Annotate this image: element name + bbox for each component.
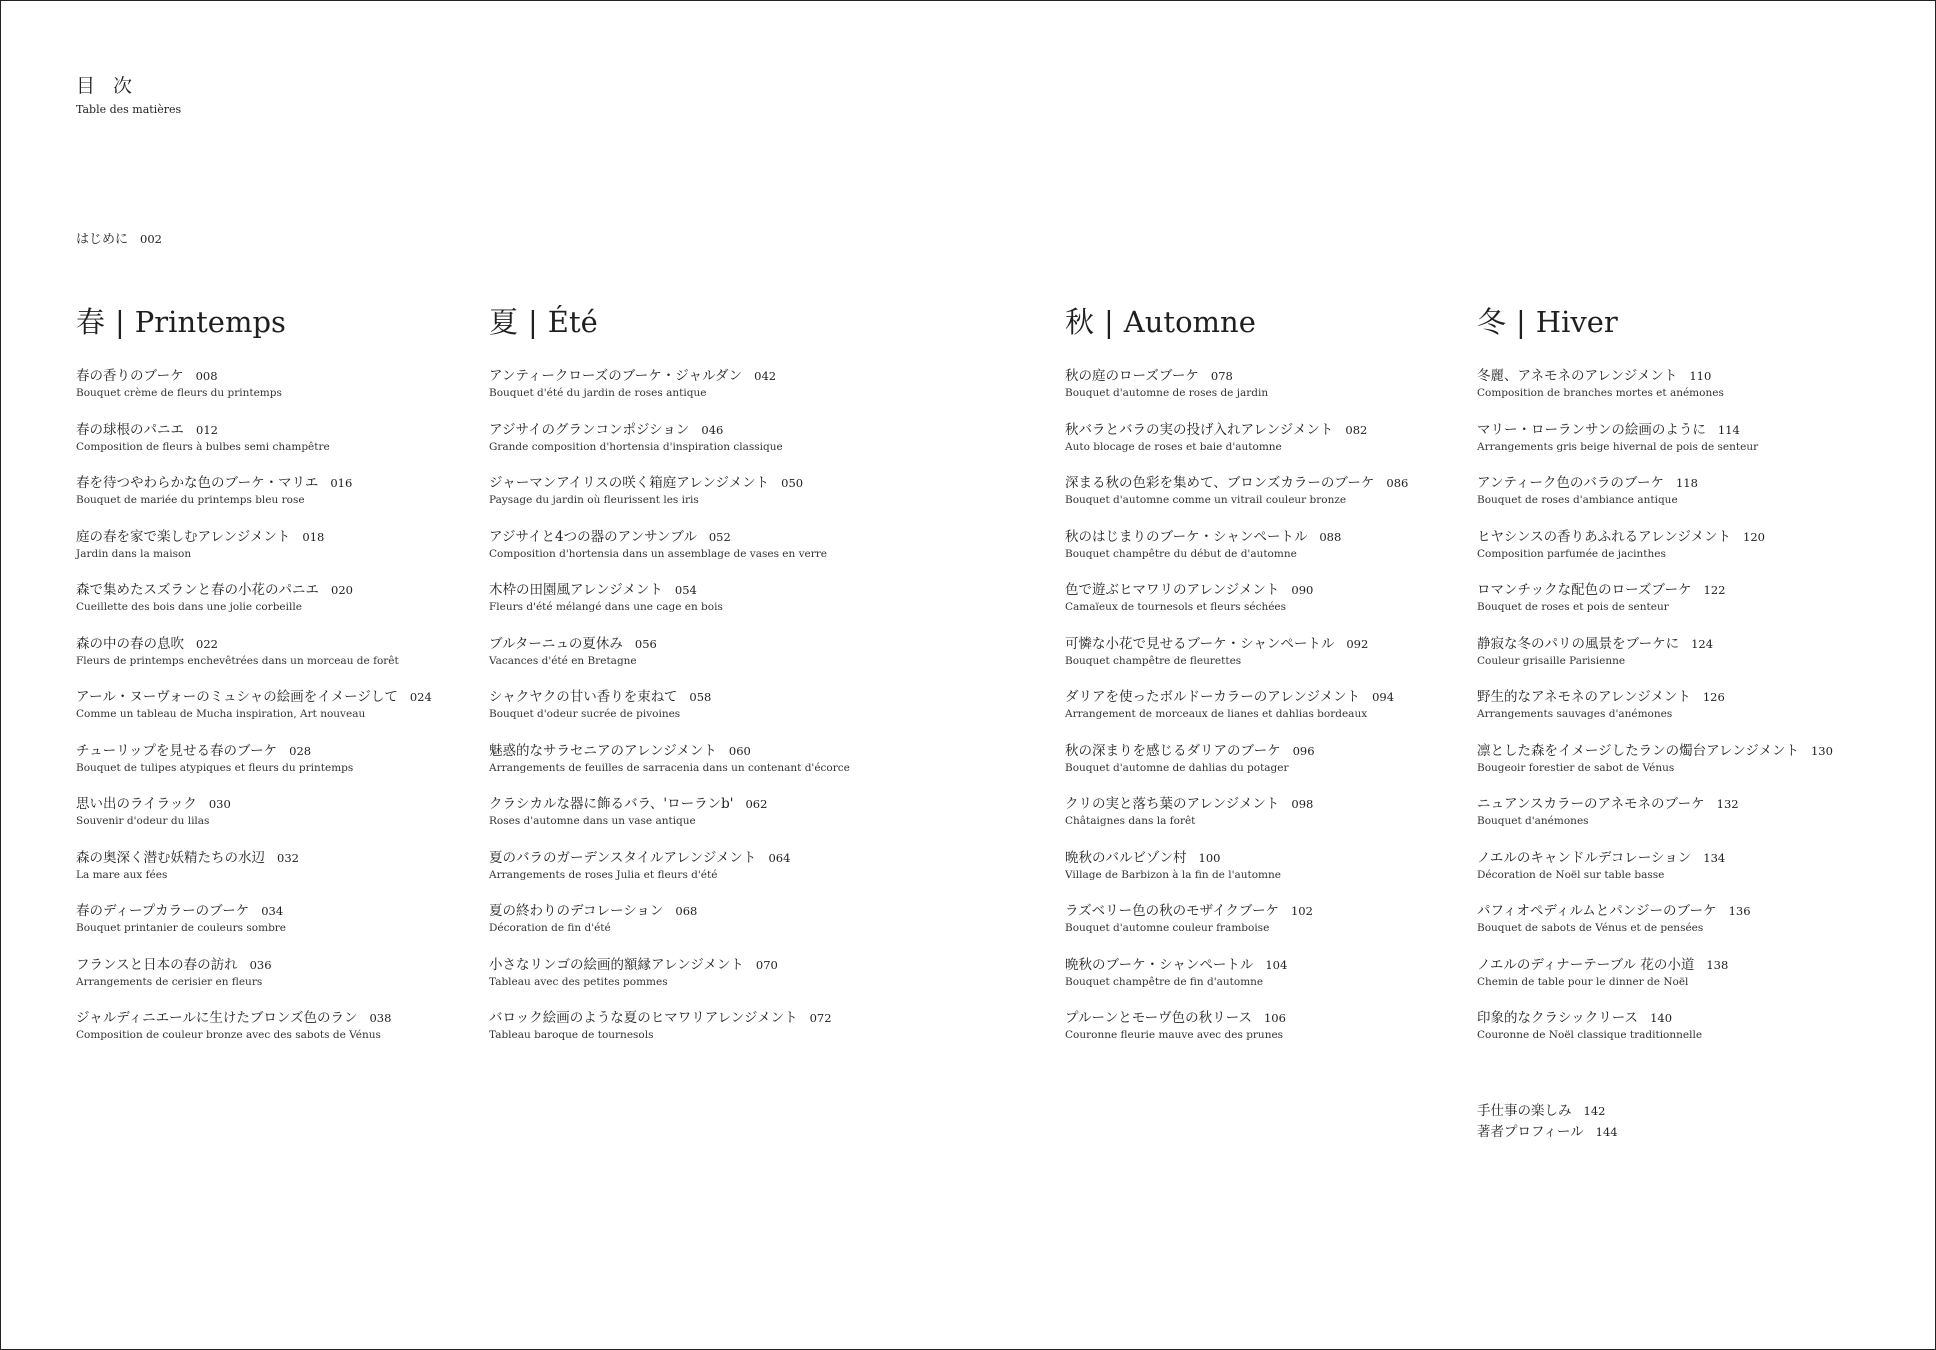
section-heading-separator: | (1104, 305, 1114, 339)
toc-entry-page-number: 020 (331, 583, 353, 597)
toc-entry[interactable] (76, 955, 516, 1009)
toc-entry[interactable] (76, 527, 516, 581)
toc-entry-page-number: 082 (1345, 422, 1368, 437)
toc-entry-title-fr: Bouquet de roses et pois de senteur (1477, 601, 1669, 613)
toc-entry[interactable] (1477, 420, 1917, 474)
toc-entry[interactable] (76, 848, 516, 902)
section-winter (1477, 300, 1917, 1062)
toc-entry-page-number: 124 (1691, 636, 1714, 651)
toc-entry-title-jp: ノエルのキャンドルデコレーション (1477, 849, 1692, 866)
toc-entry-page-number: 068 (675, 904, 698, 918)
toc-entry[interactable] (1477, 687, 1917, 741)
toc-entry-page-number: 008 (195, 369, 218, 383)
toc-entry-title-fr: Camaïeux de tournesols et fleurs séchées (1065, 601, 1287, 613)
toc-entry-title-jp: アンティークローズのブーケ・ジャルダン (489, 368, 743, 384)
toc-entry-title-line (1065, 955, 1505, 975)
section-autumn (1065, 300, 1505, 1062)
toc-entry-page-number: 096 (1292, 743, 1315, 758)
toc-entry-title-jp: 色で遊ぶヒマワリのアレンジメント (1065, 582, 1280, 598)
toc-entry-title-jp: ニュアンスカラーのアネモネのブーケ (1477, 796, 1705, 812)
toc-entry-page-number: 078 (1210, 369, 1233, 383)
toc-entry-title-jp: アジサイと4つの器のアンサンブル (489, 528, 697, 545)
toc-entry-title-line (1065, 420, 1505, 440)
toc-entry[interactable] (489, 901, 929, 955)
toc-entry[interactable] (1065, 955, 1505, 1009)
toc-entry-page-number: 022 (196, 636, 218, 651)
toc-entry-page-number: 098 (1291, 797, 1314, 811)
section-heading-jp: 秋 (1065, 305, 1095, 339)
toc-entry-page-number: 110 (1689, 369, 1712, 383)
section-summer (489, 300, 929, 1062)
toc-entry[interactable] (489, 794, 929, 848)
toc-entry-title-jp: チューリップを見せる春のブーケ (76, 742, 278, 759)
toc-entry[interactable] (489, 473, 929, 527)
toc-entry-page-number: 028 (289, 743, 312, 758)
toc-entry-title-fr: Bouquet de mariée du printemps bleu rose (76, 494, 305, 506)
toc-entry[interactable] (1477, 955, 1917, 1009)
toc-subtitle: Table des matières (76, 103, 182, 116)
toc-entry-title-line (1065, 634, 1505, 654)
toc-entry-page-number: 072 (809, 1011, 832, 1025)
extra-entry[interactable] (1477, 1101, 1618, 1122)
toc-entry-title-jp: 野生的なアネモネのアレンジメント (1477, 689, 1691, 705)
toc-entry-title-jp: 秋のはじまりのブーケ・シャンペートル (1065, 528, 1308, 545)
toc-entry-title-line (1065, 848, 1505, 868)
toc-entry[interactable] (1477, 794, 1917, 848)
toc-entry-title-fr: Châtaignes dans la forêt (1065, 815, 1196, 827)
toc-entry[interactable] (76, 794, 516, 848)
toc-entry-title-line (489, 901, 929, 921)
toc-entry-page-number: 134 (1703, 850, 1726, 865)
section-heading-jp: 春 (76, 305, 106, 339)
toc-entry[interactable] (76, 473, 516, 527)
section-heading-separator: | (1516, 305, 1526, 339)
toc-entry-title-line (76, 527, 516, 547)
toc-entry[interactable] (489, 580, 929, 634)
toc-entry-title-fr: Jardin dans la maison (76, 547, 192, 560)
toc-entry-title-jp: 小さなリンゴの絵画的額縁アレンジメント (489, 956, 744, 973)
extra-entry-label: 著者プロフィール (1477, 1124, 1584, 1140)
toc-entry-page-number: 058 (689, 690, 712, 704)
toc-entry-title-jp: 凛とした森をイメージしたランの燭台アレンジメント (1477, 742, 1799, 759)
toc-entry[interactable] (1477, 527, 1917, 581)
toc-entry-title-fr: Bouquet d'automne comme un vitrail couleur bronze (1065, 494, 1347, 506)
toc-entry-title-line (1065, 794, 1505, 814)
toc-entry-title-line (76, 420, 516, 440)
section-heading (1065, 300, 1505, 344)
toc-entry-page-number: 064 (768, 850, 791, 865)
toc-entry-title-jp: 印象的なクラシックリース (1477, 1010, 1639, 1026)
toc-entry-title-fr: La mare aux fées (76, 868, 168, 881)
toc-entry-title-line (1477, 955, 1917, 975)
toc-entry-title-line (1065, 473, 1505, 493)
toc-entry[interactable] (1477, 634, 1917, 688)
toc-entry-title-line (1065, 687, 1505, 707)
toc-entry-title-line (1065, 580, 1505, 600)
toc-entry[interactable] (1065, 527, 1505, 581)
toc-entry-title-line (489, 687, 929, 707)
toc-entry-title-fr: Fleurs de printemps enchevêtrées dans un morceau de forêt (76, 654, 399, 667)
section-heading-jp: 冬 (1477, 305, 1507, 339)
toc-entry-page-number: 046 (701, 422, 724, 437)
section-heading (489, 300, 929, 344)
toc-entry-title-line (76, 634, 516, 654)
toc-entry-title-jp: 庭の春を家で楽しむアレンジメント (76, 528, 291, 545)
toc-entry-title-jp: 春の球根のパニエ (76, 421, 184, 438)
toc-entry[interactable] (76, 580, 516, 634)
toc-entry-title-fr: Arrangement de morceaux de lianes et dahlias bordeaux (1065, 708, 1368, 720)
toc-entry-page-number: 114 (1717, 422, 1740, 437)
toc-entry-page-number: 012 (196, 422, 218, 437)
toc-entry-title-jp: 木枠の田園風アレンジメント (489, 582, 663, 598)
toc-entry-title-fr: Couleur grisaille Parisienne (1477, 654, 1626, 667)
toc-entry-title-line (1477, 1008, 1917, 1028)
section-heading-fr: Printemps (134, 305, 286, 339)
toc-entry[interactable] (1065, 473, 1505, 527)
toc-entry-title-line (76, 794, 516, 814)
toc-entry-title-jp: 森の奥深く潜む妖精たちの水辺 (76, 849, 265, 866)
toc-entry[interactable] (76, 634, 516, 688)
toc-entry-title-line (489, 366, 929, 386)
toc-entry[interactable] (1065, 687, 1505, 741)
toc-entry-page-number: 024 (409, 690, 432, 704)
toc-entry-title-fr: Grande composition d'hortensia d'inspiration classique (489, 440, 783, 453)
toc-entry-page-number: 126 (1702, 690, 1725, 704)
toc-entry[interactable] (1477, 580, 1917, 634)
toc-entry-title-jp: パフィオペディルムとパンジーのブーケ (1477, 903, 1717, 919)
toc-entry-title-fr: Composition de fleurs à bulbes semi champêtre (76, 440, 330, 453)
toc-entry-title-line (489, 473, 929, 493)
toc-entry-title-fr: Tableau baroque de tournesols (489, 1029, 654, 1041)
toc-entry-title-jp: 夏の終わりのデコレーション (489, 903, 664, 919)
toc-title-block (76, 74, 181, 118)
toc-entry-title-fr: Bouquet de roses d'ambiance antique (1477, 494, 1678, 506)
toc-entry[interactable] (1065, 794, 1505, 848)
toc-entry-title-line (489, 848, 929, 868)
toc-entry-title-line (76, 580, 516, 600)
toc-entry-title-jp: 春を待つやわらかな色のブーケ・マリエ (76, 475, 319, 491)
intro-label: はじめに (76, 232, 129, 247)
toc-entry-title-fr: Roses d'automne dans un vase antique (489, 815, 696, 827)
toc-entry-title-fr: Bouquet champêtre de fleurettes (1065, 654, 1242, 667)
toc-entry-title-line (489, 1008, 929, 1028)
toc-entry[interactable] (1065, 366, 1505, 420)
toc-entry-title-fr: Souvenir d'odeur du lilas (76, 815, 210, 827)
toc-entry-title-fr: Arrangements gris beige hivernal de pois de senteur (1477, 440, 1759, 453)
toc-entry-page-number: 032 (277, 850, 299, 865)
toc-entry[interactable] (1477, 366, 1917, 420)
toc-entry-page-number: 016 (330, 476, 353, 490)
section-heading-fr: Hiver (1535, 305, 1618, 339)
extra-entry-label: 手仕事の楽しみ (1477, 1103, 1572, 1119)
toc-entry-title-jp: プルーンとモーヴ色の秋リース (1065, 1010, 1252, 1026)
toc-entry-title-jp: 秋の深まりを感じるダリアのブーケ (1065, 742, 1281, 759)
section-heading-separator: | (115, 305, 125, 339)
toc-entry-page-number: 102 (1290, 904, 1313, 918)
toc-entry-page-number: 136 (1728, 904, 1751, 918)
toc-entry-page-number: 018 (302, 529, 325, 544)
toc-title: 目 次 (76, 75, 139, 97)
toc-entry-title-jp: フランスと日本の春の訪れ (76, 956, 238, 973)
toc-entry-title-line (489, 634, 929, 654)
toc-entry[interactable] (489, 955, 929, 1009)
toc-entry-title-jp: 魅惑的なサラセニアのアレンジメント (489, 742, 717, 759)
toc-entry[interactable] (1065, 741, 1505, 795)
toc-entry-title-jp: ダリアを使ったボルドーカラーのアレンジメント (1065, 689, 1361, 705)
toc-entry-page-number: 132 (1716, 797, 1739, 811)
toc-entry-title-jp: 春のディープカラーのブーケ (76, 903, 250, 919)
toc-entry-title-fr: Bouquet de sabots de Vénus et de pensées (1477, 922, 1704, 934)
toc-entry-page-number: 130 (1810, 743, 1833, 758)
toc-entry-title-line (1477, 741, 1917, 761)
toc-entry-page-number: 054 (674, 583, 697, 597)
toc-entry-title-line (76, 848, 516, 868)
toc-entry[interactable] (76, 420, 516, 474)
toc-entry-title-fr: Tableau avec des petites pommes (489, 975, 668, 988)
toc-entry-page-number: 050 (781, 476, 804, 490)
toc-entry-title-fr: Arrangements de feuilles de sarracenia dans un contenant d'écorce (489, 761, 850, 774)
toc-entry-page-number: 070 (755, 957, 778, 972)
toc-entry-title-jp: 静寂な冬のパリの風景をブーケに (1477, 635, 1680, 652)
toc-entry-page-number: 106 (1263, 1011, 1286, 1025)
toc-entry[interactable] (1065, 901, 1505, 955)
toc-entry-title-fr: Bouquet d'automne de dahlias du potager (1065, 761, 1289, 774)
section-heading-fr: Été (547, 305, 598, 339)
toc-entry-title-fr: Paysage du jardin où fleurissent les iris (489, 494, 699, 506)
toc-entry-title-fr: Couronne de Noël classique traditionnelle (1477, 1029, 1703, 1041)
toc-entry-title-line (76, 741, 516, 761)
toc-entry-title-jp: アンティーク色のバラのブーケ (1477, 475, 1664, 491)
toc-entry[interactable] (76, 687, 516, 741)
toc-entry-title-jp: ロマンチックな配色のローズブーケ (1477, 582, 1692, 598)
toc-entry-title-fr: Cueillette des bois dans une jolie corbeille (76, 601, 302, 613)
toc-entry-title-fr: Fleurs d'été mélangé dans une cage en bois (489, 601, 723, 613)
extra-entry-page-number: 142 (1583, 1104, 1606, 1118)
toc-entry-title-line (1477, 901, 1917, 921)
toc-entry-title-jp: 冬麗、アネモネのアレンジメント (1477, 368, 1678, 384)
toc-entry-title-fr: Bouquet d'automne couleur framboise (1065, 922, 1270, 934)
toc-entry[interactable] (489, 687, 929, 741)
toc-entry-page-number: 094 (1372, 690, 1395, 704)
section-heading-jp: 夏 (489, 305, 519, 339)
toc-entry[interactable] (1477, 848, 1917, 902)
toc-entry-title-fr: Composition parfumée de jacinthes (1477, 547, 1666, 560)
toc-entry[interactable] (489, 1008, 929, 1062)
toc-entry-title-line (489, 420, 929, 440)
toc-entry-title-fr: Bouquet champêtre de fin d'automne (1065, 975, 1264, 988)
toc-entry-title-jp: クラシカルな器に飾るバラ、'ローランb' (489, 796, 734, 812)
toc-entry-title-jp: 深まる秋の色彩を集めて、ブロンズカラーのブーケ (1065, 475, 1375, 491)
toc-entry-title-fr: Composition d'hortensia dans un assemblage de vases en verre (489, 547, 828, 560)
toc-entry[interactable] (489, 741, 929, 795)
toc-entry-title-line (489, 580, 929, 600)
toc-entry-title-jp: ノエルのディナーテーブル 花の小道 (1477, 956, 1695, 973)
section-heading (76, 300, 519, 344)
toc-entry-page-number: 100 (1198, 850, 1221, 865)
toc-entry-title-jp: 可憐な小花で見せるブーケ・シャンペートル (1065, 635, 1335, 652)
toc-entry-title-line (489, 955, 929, 975)
toc-entry[interactable] (1065, 420, 1505, 474)
extra-entry[interactable] (1477, 1122, 1618, 1143)
toc-entry-title-fr: Bouquet crème de fleurs du printemps (76, 387, 282, 399)
toc-entry-title-jp: アール・ヌーヴォーのミュシャの絵画をイメージして (76, 689, 398, 705)
intro-page-number: 002 (140, 232, 162, 246)
toc-entry-title-fr: Arrangements de roses Julia et fleurs d'été (489, 868, 718, 881)
toc-entry[interactable] (76, 1008, 516, 1062)
toc-entry-title-line (1065, 366, 1505, 386)
toc-entry[interactable] (1477, 1008, 1917, 1062)
toc-entry-title-line (1065, 741, 1505, 761)
toc-entry[interactable] (489, 527, 929, 581)
toc-entry-page-number: 062 (745, 797, 768, 811)
toc-entry-title-line (76, 955, 516, 975)
toc-entry[interactable] (76, 366, 516, 420)
toc-entry-title-fr: Bouquet d'automne de roses de jardin (1065, 387, 1269, 399)
section-heading-fr: Automne (1123, 305, 1256, 339)
toc-entry-title-fr: Bouquet d'été du jardin de roses antique (489, 387, 707, 399)
toc-entry-title-jp: マリー・ローランサンの絵画のように (1477, 421, 1706, 438)
toc-entry-page-number: 092 (1346, 636, 1369, 651)
section-heading-separator: | (528, 305, 538, 339)
toc-entry-page-number: 030 (208, 797, 231, 811)
toc-entry-title-jp: ブルターニュの夏休み (489, 635, 623, 652)
toc-entry-title-jp: 思い出のライラック (76, 796, 197, 812)
toc-entry-title-fr: Village de Barbizon à la fin de l'automne (1065, 868, 1281, 881)
toc-entry[interactable] (1065, 1008, 1505, 1062)
toc-entry-title-fr: Composition de branches mortes et anémones (1477, 387, 1724, 399)
toc-entry-title-fr: Auto blocage de roses et baie d'automne (1065, 440, 1282, 453)
toc-entry-title-jp: クリの実と落ち葉のアレンジメント (1065, 796, 1280, 812)
toc-entry-title-line (1477, 527, 1917, 547)
toc-entry-title-jp: バロック絵画のような夏のヒマワリアレンジメント (489, 1010, 798, 1026)
toc-entry-title-fr: Chemin de table pour le dinner de Noël (1477, 975, 1689, 988)
toc-entry-title-fr: Décoration de Noël sur table basse (1477, 868, 1665, 881)
toc-entry-title-jp: ジャーマンアイリスの咲く箱庭アレンジメント (489, 475, 770, 491)
extra-entry-page-number: 144 (1595, 1125, 1618, 1139)
toc-entry-title-fr: Arrangements sauvages d'anémones (1477, 708, 1673, 720)
toc-entry-title-fr: Bouquet de tulipes atypiques et fleurs du printemps (76, 761, 354, 774)
toc-entry-title-fr: Bouquet d'anémones (1477, 815, 1589, 827)
toc-entry-title-line (1477, 634, 1917, 654)
toc-entry-title-jp: 森の中の春の息吹 (76, 635, 184, 652)
toc-entry-title-line (1477, 848, 1917, 868)
toc-entry-title-jp: ジャルディニエールに生けたブロンズ色のラン (76, 1010, 358, 1026)
toc-entry-title-jp: 秋の庭のローズブーケ (1065, 368, 1199, 384)
section-spring (76, 300, 519, 1062)
toc-entry[interactable] (1065, 634, 1505, 688)
toc-entry-page-number: 038 (369, 1011, 392, 1025)
toc-entry-title-line (1477, 473, 1917, 493)
toc-entry-page-number: 122 (1703, 583, 1726, 597)
toc-entry-title-line (76, 473, 516, 493)
toc-entry-title-fr: Arrangements de cerisier en fleurs (76, 975, 263, 988)
toc-entry[interactable] (489, 420, 929, 474)
toc-entry-page-number: 140 (1650, 1011, 1673, 1025)
toc-entry-page-number: 034 (261, 904, 284, 918)
toc-entry-title-line (489, 794, 929, 814)
toc-entry-title-jp: 秋バラとバラの実の投げ入れアレンジメント (1065, 421, 1334, 438)
toc-entry-title-line (1477, 580, 1917, 600)
toc-entry-title-fr: Bouquet printanier de couleurs sombre (76, 922, 287, 934)
toc-entry-title-line (489, 527, 929, 547)
toc-entry-page-number: 104 (1265, 957, 1288, 972)
toc-entry-title-jp: 春の香りのブーケ (76, 368, 184, 384)
toc-entry[interactable] (1477, 473, 1917, 527)
toc-entry-page-number: 120 (1743, 529, 1765, 544)
toc-entry-page-number: 118 (1675, 476, 1698, 490)
toc-entry-title-fr: Bouquet champêtre du début de d'automne (1065, 547, 1297, 560)
toc-entry-page-number: 086 (1386, 476, 1409, 490)
toc-entry-title-fr: Bouquet d'odeur sucrée de pivoines (489, 708, 681, 720)
toc-entry-title-fr: Couronne fleurie mauve avec des prunes (1065, 1029, 1284, 1041)
toc-entry-title-fr: Comme un tableau de Mucha inspiration, Art nouveau (76, 708, 366, 720)
toc-entry[interactable] (76, 741, 516, 795)
toc-entry[interactable] (76, 901, 516, 955)
toc-entry-title-fr: Vacances d'été en Bretagne (489, 654, 637, 667)
toc-entry-title-line (1065, 1008, 1505, 1028)
toc-entry-title-line (489, 741, 929, 761)
section-heading (1477, 300, 1917, 344)
toc-entry[interactable] (489, 366, 929, 420)
toc-entry-page-number: 060 (728, 743, 751, 758)
toc-entry[interactable] (1477, 741, 1917, 795)
toc-entry-page-number: 090 (1291, 583, 1314, 597)
toc-entry-page-number: 052 (708, 529, 731, 544)
toc-entry-title-line (1477, 420, 1917, 440)
toc-entry-page-number: 056 (634, 636, 657, 651)
toc-entry-title-jp: アジサイのグランコンポジション (489, 421, 690, 438)
toc-entry-title-line (76, 1008, 516, 1028)
toc-entry-title-line (76, 366, 516, 386)
toc-entry[interactable] (489, 848, 929, 902)
toc-entry-title-line (1065, 527, 1505, 547)
toc-entry-title-fr: Bougeoir forestier de sabot de Vénus (1477, 761, 1675, 774)
toc-entry-title-jp: 晩秋のバルビゾン村 (1065, 849, 1187, 866)
toc-entry-title-line (1477, 687, 1917, 707)
toc-entry-page-number: 042 (754, 369, 777, 383)
toc-entry-title-jp: ラズベリー色の秋のモザイクブーケ (1065, 903, 1279, 919)
toc-entry-title-jp: シャクヤクの甘い香りを束ねて (489, 689, 678, 705)
toc-entry-title-fr: Composition de couleur bronze avec des sabots de Vénus (76, 1029, 381, 1041)
toc-entry-page-number: 088 (1319, 529, 1342, 544)
extra-entries (1477, 1101, 1618, 1143)
toc-entry-title-line (1065, 901, 1505, 921)
toc-entry-title-jp: 夏のバラのガーデンスタイルアレンジメント (489, 849, 757, 866)
toc-entry-title-jp: ヒヤシンスの香りあふれるアレンジメント (1477, 528, 1732, 545)
toc-entry-title-fr: Décoration de fin d'été (489, 922, 611, 934)
toc-entry-title-line (1477, 366, 1917, 386)
toc-entry-page-number: 138 (1706, 957, 1729, 972)
intro-entry[interactable] (76, 228, 162, 247)
toc-entry[interactable] (489, 634, 929, 688)
toc-entry-title-jp: 森で集めたスズランと春の小花のパニエ (76, 582, 319, 598)
toc-entry[interactable] (1065, 580, 1505, 634)
toc-entry[interactable] (1065, 848, 1505, 902)
toc-entry[interactable] (1477, 901, 1917, 955)
toc-entry-title-jp: 晩秋のブーケ・シャンペートル (1065, 956, 1254, 973)
toc-entry-title-line (76, 687, 516, 707)
toc-entry-title-line (76, 901, 516, 921)
toc-entry-title-line (1477, 794, 1917, 814)
toc-entry-page-number: 036 (249, 957, 272, 972)
